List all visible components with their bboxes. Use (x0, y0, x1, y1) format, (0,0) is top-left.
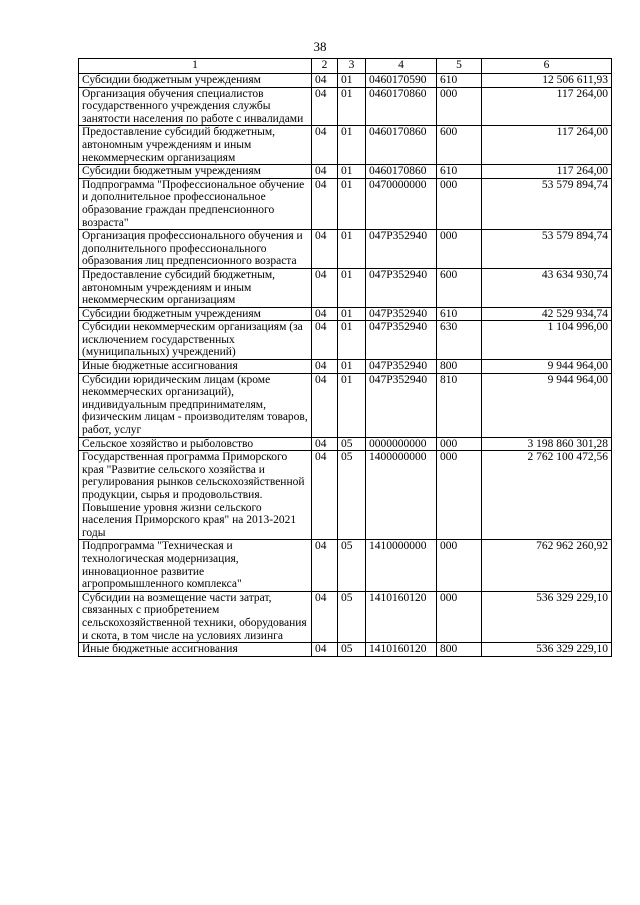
table-row (79, 540, 612, 591)
row-expense-type: 600 (437, 268, 482, 307)
row-section: 04 (312, 165, 338, 179)
row-name: Организация профессионального обучения и дополнительного профессионального образования лиц предпенсионного возраста (79, 230, 312, 269)
row-name: Сельское хозяйство и рыболовство (79, 437, 312, 451)
row-amount: 3 198 860 301,28 (482, 437, 612, 451)
table-row (79, 268, 612, 307)
row-target-code: 047P352940 (366, 268, 437, 307)
row-subsection: 05 (338, 643, 366, 657)
row-target-code: 1400000000 (366, 451, 437, 540)
table-row (79, 321, 612, 360)
budget-table (78, 58, 612, 657)
row-section: 04 (312, 126, 338, 165)
table-row (79, 451, 612, 540)
row-target-code: 047P352940 (366, 321, 437, 360)
row-amount: 117 264,00 (482, 165, 612, 179)
row-subsection: 01 (338, 268, 366, 307)
row-section: 04 (312, 268, 338, 307)
row-expense-type: 630 (437, 321, 482, 360)
column-header-4: 4 (366, 59, 437, 74)
row-subsection: 01 (338, 178, 366, 229)
row-section: 04 (312, 321, 338, 360)
column-header-5: 5 (437, 59, 482, 74)
row-name: Иные бюджетные ассигнования (79, 360, 312, 374)
table-header (79, 59, 612, 74)
row-name: Подпрограмма "Профессиональное обучение и дополнительное профессиональное образование граждан предпенсионного возраста" (79, 178, 312, 229)
row-amount: 536 329 229,10 (482, 643, 612, 657)
row-target-code: 0460170860 (366, 126, 437, 165)
table-body (79, 74, 612, 657)
row-subsection: 05 (338, 540, 366, 591)
row-subsection: 01 (338, 360, 366, 374)
row-subsection: 01 (338, 87, 366, 126)
row-target-code: 0460170590 (366, 74, 437, 88)
row-name: Государственная программа Приморского края "Развитие сельского хозяйства и регулирования рынков сельскохозяйственной продукции, сырья и продовольствия. Повышение уровня жизни сельского населения Приморского края" на 2013-2021 годы (79, 451, 312, 540)
row-section: 04 (312, 307, 338, 321)
row-target-code: 1410160120 (366, 643, 437, 657)
row-amount: 762 962 260,92 (482, 540, 612, 591)
row-target-code: 1410000000 (366, 540, 437, 591)
column-header-1: 1 (79, 59, 312, 74)
row-amount: 53 579 894,74 (482, 178, 612, 229)
table-row (79, 307, 612, 321)
row-subsection: 01 (338, 373, 366, 437)
row-amount: 53 579 894,74 (482, 230, 612, 269)
row-name: Субсидии юридическим лицам (кроме некоммерческих организаций), индивидуальным предпринимателям, физическим лицам - производителям товаров, работ, услуг (79, 373, 312, 437)
row-target-code: 0460170860 (366, 87, 437, 126)
table-row (79, 126, 612, 165)
row-name: Субсидии некоммерческим организациям (за исключением государственных (муниципальных) учреждений) (79, 321, 312, 360)
row-target-code: 047P352940 (366, 307, 437, 321)
row-name: Субсидии на возмещение части затрат, связанных с приобретением сельскохозяйственной техники, оборудования и скота, в том числе на условиях лизинга (79, 591, 312, 642)
column-header-6: 6 (482, 59, 612, 74)
row-target-code: 047P352940 (366, 373, 437, 437)
row-subsection: 05 (338, 591, 366, 642)
column-header-2: 2 (312, 59, 338, 74)
row-section: 04 (312, 360, 338, 374)
row-section: 04 (312, 643, 338, 657)
table-row (79, 591, 612, 642)
row-subsection: 01 (338, 126, 366, 165)
page-number: 38 (313, 39, 327, 54)
row-name: Организация обучения специалистов государственного учреждения службы занятости населения по работе с инвалидами (79, 87, 312, 126)
row-amount: 43 634 930,74 (482, 268, 612, 307)
header-row (79, 59, 612, 74)
table-row (79, 360, 612, 374)
row-name: Предоставление субсидий бюджетным, автономным учреждениям и иным некоммерческим организациям (79, 268, 312, 307)
row-section: 04 (312, 74, 338, 88)
row-target-code: 047P352940 (366, 360, 437, 374)
table-row (79, 178, 612, 229)
row-amount: 117 264,00 (482, 126, 612, 165)
column-header-3: 3 (338, 59, 366, 74)
row-name: Подпрограмма "Техническая и технологическая модернизация, инновационное развитие агропромышленного комплекса" (79, 540, 312, 591)
row-name: Иные бюджетные ассигнования (79, 643, 312, 657)
row-name: Субсидии бюджетным учреждениям (79, 165, 312, 179)
row-subsection: 01 (338, 307, 366, 321)
table-row (79, 373, 612, 437)
row-section: 04 (312, 540, 338, 591)
row-amount: 117 264,00 (482, 87, 612, 126)
row-subsection: 01 (338, 230, 366, 269)
row-amount: 9 944 964,00 (482, 360, 612, 374)
table-row (79, 437, 612, 451)
row-expense-type: 000 (437, 178, 482, 229)
row-subsection: 05 (338, 437, 366, 451)
row-expense-type: 000 (437, 540, 482, 591)
row-subsection: 01 (338, 74, 366, 88)
row-amount: 536 329 229,10 (482, 591, 612, 642)
row-target-code: 0470000000 (366, 178, 437, 229)
row-subsection: 05 (338, 451, 366, 540)
row-amount: 1 104 996,00 (482, 321, 612, 360)
row-expense-type: 000 (437, 87, 482, 126)
row-section: 04 (312, 591, 338, 642)
row-section: 04 (312, 230, 338, 269)
row-subsection: 01 (338, 165, 366, 179)
row-subsection: 01 (338, 321, 366, 360)
row-expense-type: 000 (437, 437, 482, 451)
row-expense-type: 610 (437, 307, 482, 321)
row-section: 04 (312, 451, 338, 540)
table-row (79, 74, 612, 88)
row-name: Предоставление субсидий бюджетным, автономным учреждениям и иным некоммерческим организациям (79, 126, 312, 165)
row-expense-type: 800 (437, 643, 482, 657)
row-target-code: 0460170860 (366, 165, 437, 179)
row-expense-type: 610 (437, 165, 482, 179)
table-row (79, 643, 612, 657)
table-row (79, 230, 612, 269)
row-expense-type: 000 (437, 451, 482, 540)
row-expense-type: 600 (437, 126, 482, 165)
row-section: 04 (312, 437, 338, 451)
row-section: 04 (312, 178, 338, 229)
row-section: 04 (312, 87, 338, 126)
row-expense-type: 800 (437, 360, 482, 374)
row-target-code: 0000000000 (366, 437, 437, 451)
row-expense-type: 000 (437, 591, 482, 642)
row-name: Субсидии бюджетным учреждениям (79, 74, 312, 88)
row-amount: 42 529 934,74 (482, 307, 612, 321)
row-expense-type: 000 (437, 230, 482, 269)
table-row (79, 165, 612, 179)
row-amount: 2 762 100 472,56 (482, 451, 612, 540)
row-expense-type: 810 (437, 373, 482, 437)
row-target-code: 047P352940 (366, 230, 437, 269)
row-amount: 12 506 611,93 (482, 74, 612, 88)
row-name: Субсидии бюджетным учреждениям (79, 307, 312, 321)
table-row (79, 87, 612, 126)
row-amount: 9 944 964,00 (482, 373, 612, 437)
row-expense-type: 610 (437, 74, 482, 88)
row-section: 04 (312, 373, 338, 437)
row-target-code: 1410160120 (366, 591, 437, 642)
